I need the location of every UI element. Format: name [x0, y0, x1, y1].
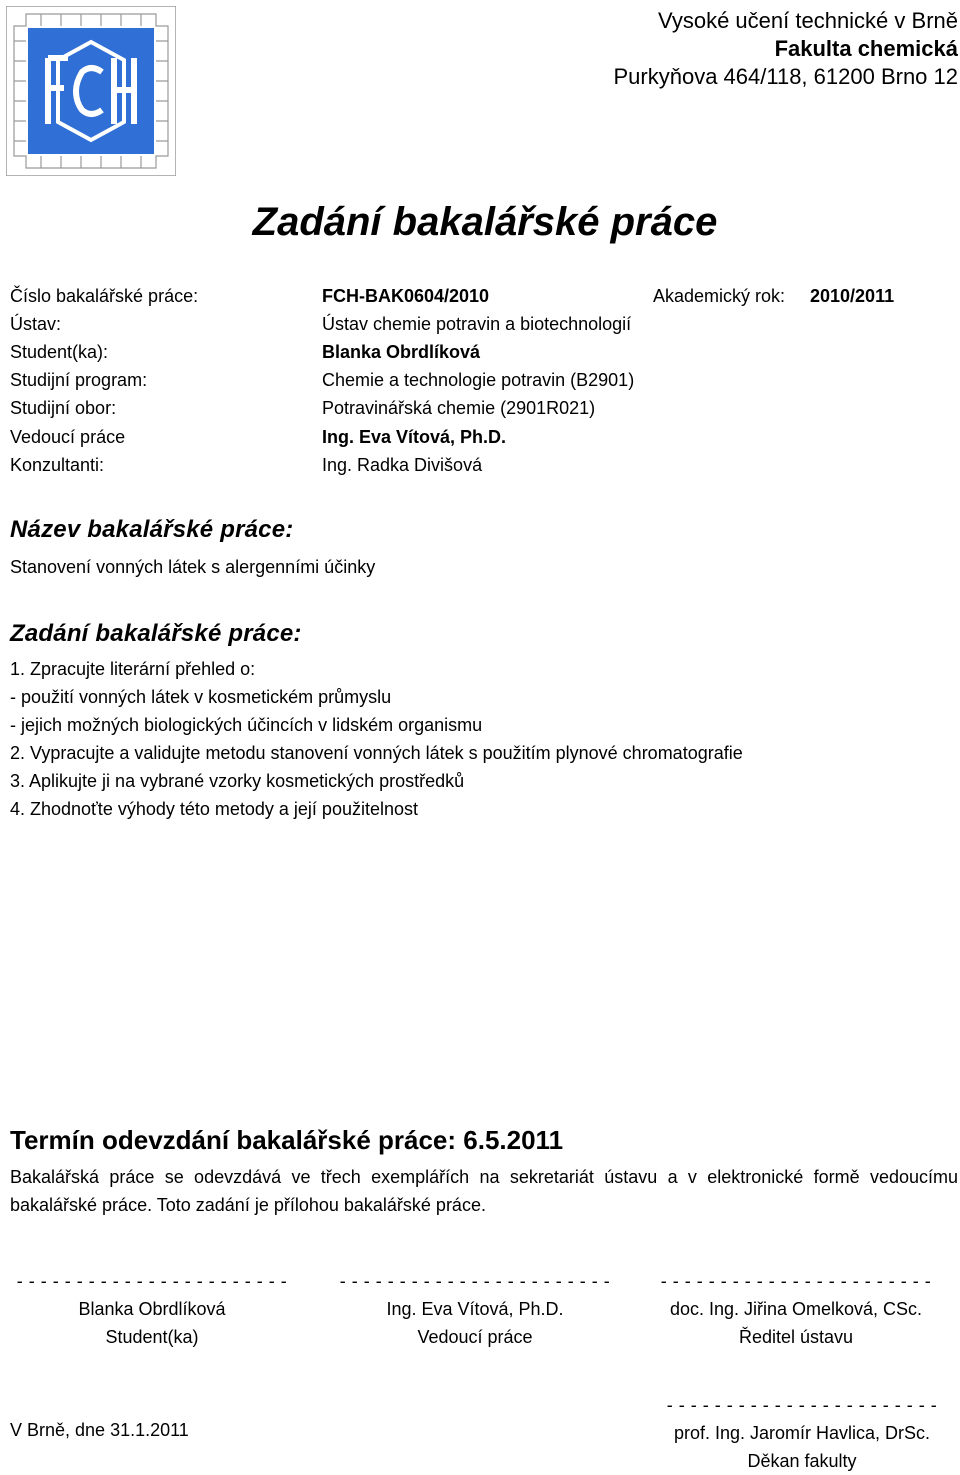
supervisor-signature-role: Vedoucí práce [417, 1327, 533, 1347]
dean-signature-name: prof. Ing. Jaromír Havlica, DrSc. [673, 1423, 931, 1443]
assignment-line: 4. Zhodnoťte výhody této metody a její použitelnost [10, 799, 418, 819]
institute-label: Ústav: [10, 314, 62, 334]
dean-signature-role: Děkan fakulty [747, 1451, 857, 1471]
dean-signature [652, 1391, 952, 1475]
program-label: Studijní program: [10, 370, 148, 390]
page-title: Zadání bakalářské práce [252, 200, 718, 244]
thesis-name-text: Stanovení vonných látek s alergenními účinky [10, 557, 376, 577]
director-signature-name: doc. Ing. Jiřina Omelková, CSc. [669, 1299, 923, 1319]
assignment-line: - jejich možných biologických účincích v lidském organismu [10, 715, 483, 735]
assignment-line: 1. Zpracujte literární přehled o: [10, 659, 256, 679]
assignment-line: - použití vonných látek v kosmetickém průmyslu [10, 687, 392, 707]
faculty-address: Purkyňova 464/118, 61200 Brno 12 [613, 64, 958, 89]
director-signature [646, 1267, 946, 1351]
academic-year-label: Akademický rok: [653, 286, 786, 306]
field-label: Studijní obor: [10, 398, 117, 418]
deadline-text: Bakalářská práce se odevzdává ve třech exemplářích na sekretariát ústavu a v elektronické formě vedoucímu bakalářské práce. Toto zadání je přílohou bakalářské práce. [10, 1167, 958, 1215]
supervisor-signature-name: Ing. Eva Vítová, Ph.D. [386, 1299, 564, 1319]
university-name: Vysoké učení technické v Brně [657, 8, 958, 33]
student-signature-role: Student(ka) [105, 1327, 199, 1347]
assignment-line: 3. Aplikujte ji na vybrané vzorky kosmetických prostředků [10, 771, 465, 791]
student-label: Student(ka): [10, 342, 109, 362]
signature-line: - - - - - - - - - - - - - - - - - - - - - - - [660, 1271, 932, 1291]
fch-logo-icon [6, 6, 176, 176]
student-signature [2, 1267, 302, 1351]
thesis-number-label: Číslo bakalářské práce: [10, 286, 199, 306]
consultants-label: Konzultanti: [10, 455, 105, 475]
signature-line: - - - - - - - - - - - - - - - - - - - - - - - [666, 1395, 938, 1415]
deadline-title: Termín odevzdání bakalářské práce: 6.5.2011 [10, 1125, 564, 1155]
institute: Ústav chemie potravin a biotechnologií [322, 314, 632, 334]
student-name: Blanka Obrdlíková [322, 342, 481, 362]
supervisor-name: Ing. Eva Vítová, Ph.D. [322, 427, 507, 447]
supervisor-signature [325, 1267, 625, 1351]
signature-line: - - - - - - - - - - - - - - - - - - - - - - - [339, 1271, 611, 1291]
director-signature-role: Ředitel ústavu [738, 1327, 854, 1347]
study-field: Potravinářská chemie (2901R021) [322, 398, 596, 418]
assignment-heading: Zadání bakalářské práce: [10, 620, 302, 647]
faculty-name: Fakulta chemická [774, 36, 958, 61]
thesis-name-heading: Název bakalářské práce: [10, 516, 294, 543]
supervisor-label: Vedoucí práce [10, 427, 126, 447]
thesis-number: FCH-BAK0604/2010 [322, 286, 490, 306]
signature-line: - - - - - - - - - - - - - - - - - - - - - - - [16, 1271, 288, 1291]
study-program: Chemie a technologie potravin (B2901) [322, 370, 635, 390]
place-date: V Brně, dne 31.1.2011 [10, 1420, 189, 1440]
assignment-line: 2. Vypracujte a validujte metodu stanovení vonných látek s použitím plynové chromatografie [10, 743, 743, 763]
student-signature-name: Blanka Obrdlíková [78, 1299, 226, 1319]
academic-year: 2010/2011 [810, 286, 895, 306]
consultant-name: Ing. Radka Divišová [322, 455, 483, 475]
